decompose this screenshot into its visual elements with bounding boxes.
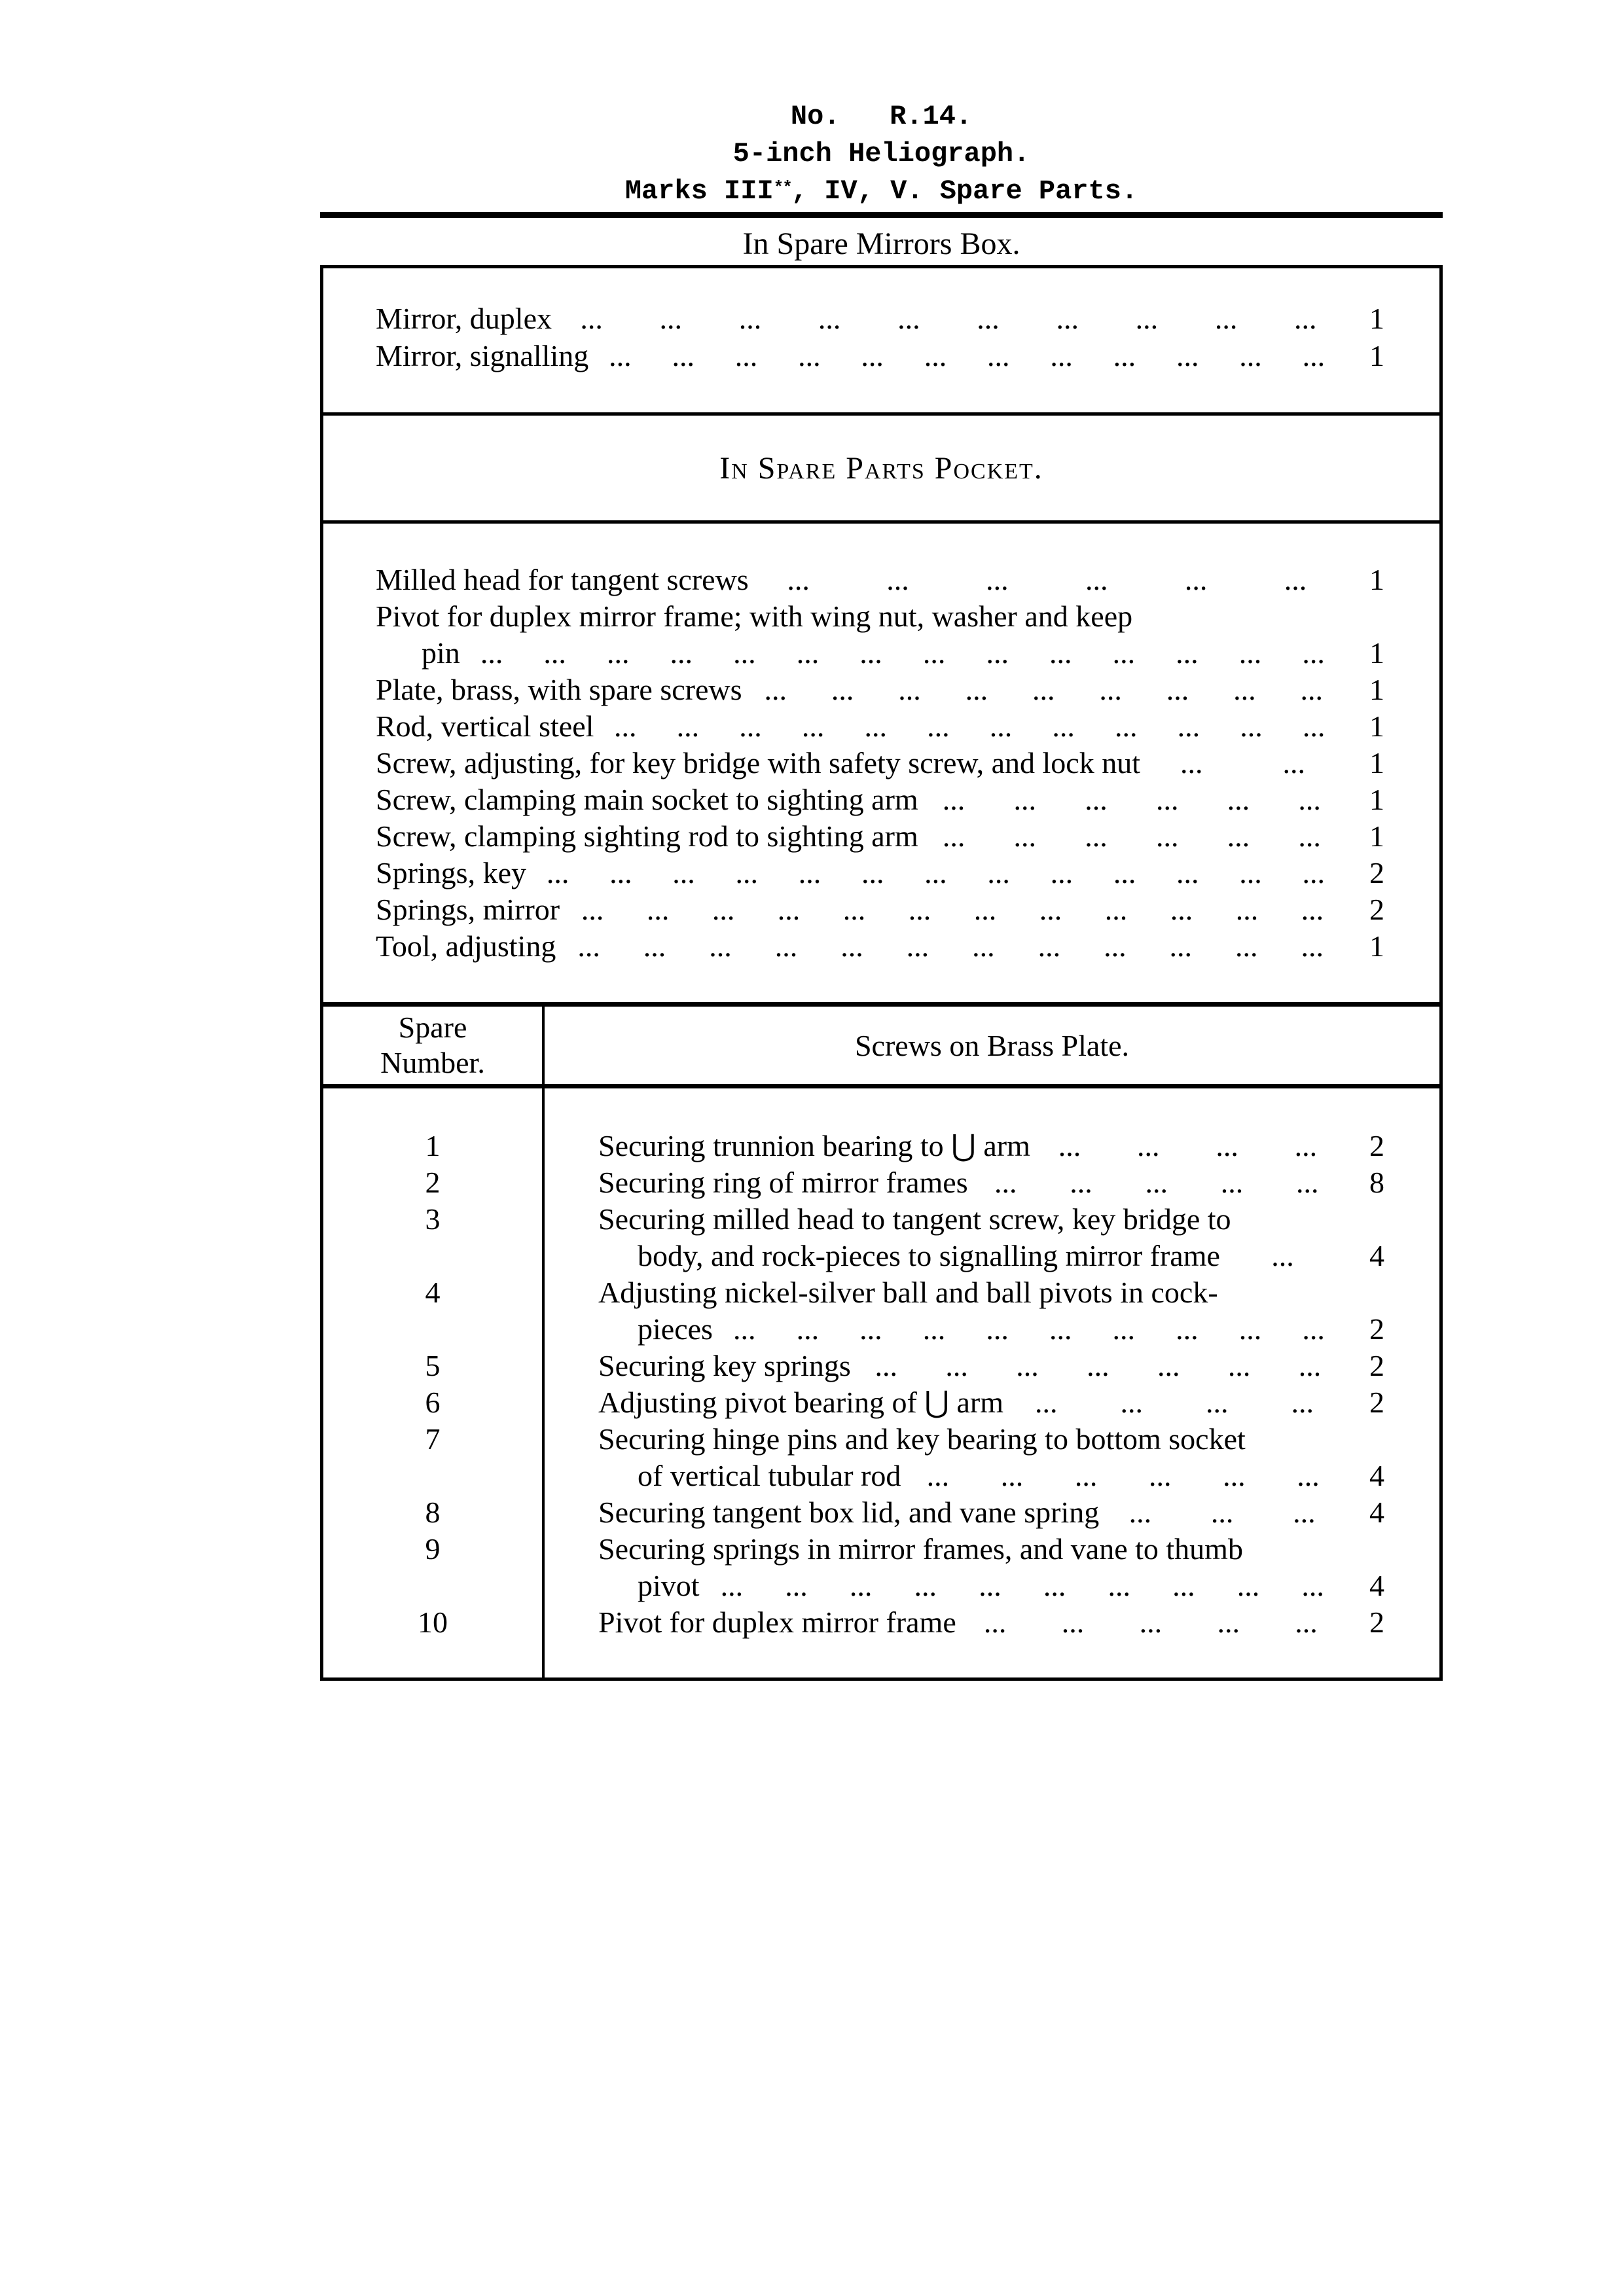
item-label: Securing tangent box lid, and vane spring — [598, 1496, 1100, 1529]
description-line — [598, 1531, 1384, 1568]
item-label: pin — [422, 636, 460, 670]
list-item — [376, 745, 1384, 781]
dot-leader: ... ... ... ... ... ... ... ... ... ... ... ... — [613, 709, 1326, 743]
item-label: Securing hinge pins and key bearing to bottom socket — [598, 1422, 1246, 1456]
item-qty: 2 — [1369, 893, 1384, 926]
spare-number-cell: 10 — [323, 1604, 545, 1641]
description-line — [598, 1348, 1384, 1384]
dot-leader: ... ... ... ... ... ... — [942, 819, 1321, 853]
table-row — [323, 1421, 1439, 1494]
item-label: Springs, key — [376, 856, 526, 889]
description-line — [598, 1604, 1384, 1641]
table-row — [323, 1201, 1439, 1274]
spare-number-cell: 6 — [323, 1384, 545, 1421]
spare-number-cell — [323, 1641, 545, 1677]
description-cell — [545, 1128, 1439, 1164]
item-label: of vertical tubular rod — [638, 1459, 901, 1492]
description-line — [598, 1458, 1384, 1494]
list-item — [376, 928, 1384, 965]
dot-leader: ... ... ... — [1128, 1496, 1316, 1529]
table-row — [323, 1348, 1439, 1384]
dot-leader: ... ... ... ... ... ... ... ... ... — [764, 673, 1323, 706]
item-label: pivot — [638, 1569, 700, 1602]
description-line — [598, 1384, 1384, 1421]
item-label: Mirror, signalling — [376, 339, 589, 372]
table-row — [323, 1604, 1439, 1641]
marks-prefix: Marks III — [624, 175, 774, 207]
list-item — [376, 708, 1384, 745]
description-line — [598, 1494, 1384, 1531]
description-cell — [545, 1274, 1439, 1348]
item-label: Securing ring of mirror frames — [598, 1166, 968, 1199]
description-cell — [545, 1164, 1439, 1201]
dot-leader: ... ... ... ... ... ... ... — [875, 1349, 1322, 1382]
item-label: Milled head for tangent screws — [376, 563, 749, 596]
list-item — [376, 337, 1384, 374]
dot-leader: ... — [1271, 1239, 1294, 1272]
item-label: Screw, adjusting, for key bridge with safety screw, and lock nut — [376, 746, 1140, 780]
screws-table-header — [323, 1002, 1439, 1088]
item-label: Adjusting nickel-silver ball and ball pivots in cock- — [598, 1276, 1218, 1309]
item-qty: 4 — [1369, 1239, 1384, 1272]
item-label: Mirror, duplex — [376, 302, 552, 335]
item-label: Pivot for duplex mirror frame; with wing nut, washer and keep — [376, 600, 1133, 633]
dot-leader: ... ... ... ... ... ... ... ... ... ... — [732, 1312, 1325, 1346]
item-label: Adjusting pivot bearing of ⋃ arm — [598, 1386, 1004, 1419]
dot-leader: ... ... ... ... ... ... ... ... ... ... — [580, 302, 1317, 335]
content-stack — [320, 265, 1443, 1681]
table-filler-row — [323, 1641, 1439, 1677]
dot-leader: ... ... ... ... ... ... ... ... ... ... ... ... ... ... — [480, 636, 1325, 670]
item-label: Screw, clamping main socket to sighting arm — [376, 783, 918, 816]
item-label: pieces — [638, 1312, 713, 1346]
item-label: Securing key springs — [598, 1349, 851, 1382]
spare-mirrors-box — [320, 265, 1443, 416]
list-item — [376, 781, 1384, 818]
spare-number-cell: 9 — [323, 1531, 545, 1604]
description-cell — [545, 1421, 1439, 1494]
item-qty: 2 — [1369, 1386, 1384, 1419]
title-rule — [320, 212, 1443, 218]
mirrors-box-heading: In Spare Mirrors Box. — [742, 226, 1020, 261]
description-cell — [545, 1201, 1439, 1274]
item-label: Pivot for duplex mirror frame — [598, 1605, 956, 1639]
spare-number-cell: 4 — [323, 1274, 545, 1348]
dot-leader: ... ... ... ... ... — [983, 1605, 1318, 1639]
list-item — [376, 672, 1384, 708]
item-qty: 1 — [1369, 339, 1384, 372]
item-qty: 2 — [1369, 1605, 1384, 1639]
description-cell — [545, 1384, 1439, 1421]
spare-number-cell: 3 — [323, 1201, 545, 1274]
list-item-continuation — [376, 635, 1384, 672]
list-item-wrap-line — [376, 598, 1384, 635]
page-title — [320, 98, 1443, 210]
screws-table — [320, 1002, 1443, 1681]
spare-number-cell: 5 — [323, 1348, 545, 1384]
description-cell — [545, 1348, 1439, 1384]
spare-number-cell: 1 — [323, 1128, 545, 1164]
table-row — [323, 1494, 1439, 1531]
list-item — [376, 818, 1384, 855]
screws-header: Screws on Brass Plate. — [854, 1028, 1130, 1062]
item-label: Screw, clamping sighting rod to sighting arm — [376, 819, 918, 853]
spare-parts-pocket-list — [320, 520, 1443, 1005]
item-qty: 2 — [1369, 1312, 1384, 1346]
table-row — [323, 1384, 1439, 1421]
dot-leader: ... ... ... ... ... ... ... ... ... ... ... ... — [581, 893, 1324, 926]
item-label: Plate, brass, with spare screws — [376, 673, 742, 706]
dot-leader: ... ... ... ... ... ... — [787, 563, 1307, 596]
marks-superscript: ** — [773, 178, 791, 198]
dot-leader: ... ... ... ... ... ... ... ... ... ... ... ... — [609, 339, 1326, 372]
spare-number-cell — [323, 1088, 545, 1128]
marks-suffix: , IV, V. Spare Parts. — [791, 175, 1138, 207]
spare-parts-pocket-heading-box — [320, 412, 1443, 524]
spare-number-header-line1: Spare — [398, 1011, 467, 1044]
item-qty: 2 — [1369, 1349, 1384, 1382]
list-item — [376, 855, 1384, 891]
list-item — [376, 562, 1384, 598]
item-qty: 1 — [1369, 819, 1384, 853]
item-label: Springs, mirror — [376, 893, 560, 926]
item-label: Securing milled head to tangent screw, key bridge to — [598, 1202, 1231, 1236]
table-row — [323, 1128, 1439, 1164]
table-row — [323, 1274, 1439, 1348]
description-line — [598, 1568, 1384, 1604]
item-qty: 1 — [1369, 709, 1384, 743]
dot-leader: ... ... ... ... ... ... ... ... ... ... — [720, 1569, 1324, 1602]
item-qty: 1 — [1369, 673, 1384, 706]
description-line — [598, 1274, 1384, 1311]
description-cell — [545, 1494, 1439, 1531]
item-label: Tool, adjusting — [376, 929, 556, 963]
description-cell — [545, 1531, 1439, 1604]
description-line — [598, 1238, 1384, 1274]
spare-number-cell: 8 — [323, 1494, 545, 1531]
pocket-heading: In Spare Parts Pocket. — [719, 450, 1043, 486]
description-line — [598, 1128, 1384, 1164]
item-qty: 1 — [1369, 929, 1384, 963]
dot-leader: ... ... ... ... ... ... ... ... ... ... ... ... ... — [546, 856, 1325, 889]
spare-number-cell: 2 — [323, 1164, 545, 1201]
item-qty: 1 — [1369, 746, 1384, 780]
description-line — [598, 1164, 1384, 1201]
equipment-title: 5-inch Heliograph. — [732, 138, 1030, 170]
item-qty: 4 — [1369, 1569, 1384, 1602]
dot-leader: ... ... ... ... ... ... — [942, 783, 1321, 816]
screws-table-body — [323, 1088, 1439, 1677]
item-qty: 4 — [1369, 1459, 1384, 1492]
item-label: Securing springs in mirror frames, and vane to thumb — [598, 1532, 1243, 1566]
dot-leader: ... ... ... ... — [1035, 1386, 1314, 1419]
item-qty: 1 — [1369, 302, 1384, 335]
item-qty: 1 — [1369, 636, 1384, 670]
marks-subtitle — [320, 173, 1443, 210]
item-qty: 4 — [1369, 1496, 1384, 1529]
spare-number-cell: 7 — [323, 1421, 545, 1494]
item-label: body, and rock-pieces to signalling mirror frame — [638, 1239, 1220, 1272]
list-item — [376, 891, 1384, 928]
description-cell — [545, 1604, 1439, 1641]
catalogue-number: No. R.14. — [790, 101, 973, 132]
item-qty: 1 — [1369, 783, 1384, 816]
item-qty: 1 — [1369, 563, 1384, 596]
table-row — [323, 1531, 1439, 1604]
item-qty: 2 — [1369, 856, 1384, 889]
dot-leader: ... ... ... ... ... — [994, 1166, 1319, 1199]
description-line — [598, 1311, 1384, 1348]
table-spacer-row — [323, 1088, 1439, 1128]
dot-leader: ... ... ... ... ... ... — [926, 1459, 1320, 1492]
spare-number-header-line2: Number. — [380, 1046, 485, 1079]
item-label: Securing trunnion bearing to ⋃ arm — [598, 1129, 1030, 1162]
description-line — [598, 1201, 1384, 1238]
dot-leader: ... ... ... ... — [1058, 1129, 1318, 1162]
list-item — [376, 300, 1384, 337]
description-line — [598, 1421, 1384, 1458]
item-qty: 2 — [1369, 1129, 1384, 1162]
dot-leader: ... ... — [1180, 746, 1305, 780]
spare-number-header — [323, 1007, 545, 1084]
dot-leader: ... ... ... ... ... ... ... ... ... ... ... ... — [577, 929, 1324, 963]
item-label: Rod, vertical steel — [376, 709, 594, 743]
table-row — [323, 1164, 1439, 1201]
item-qty: 8 — [1369, 1166, 1384, 1199]
